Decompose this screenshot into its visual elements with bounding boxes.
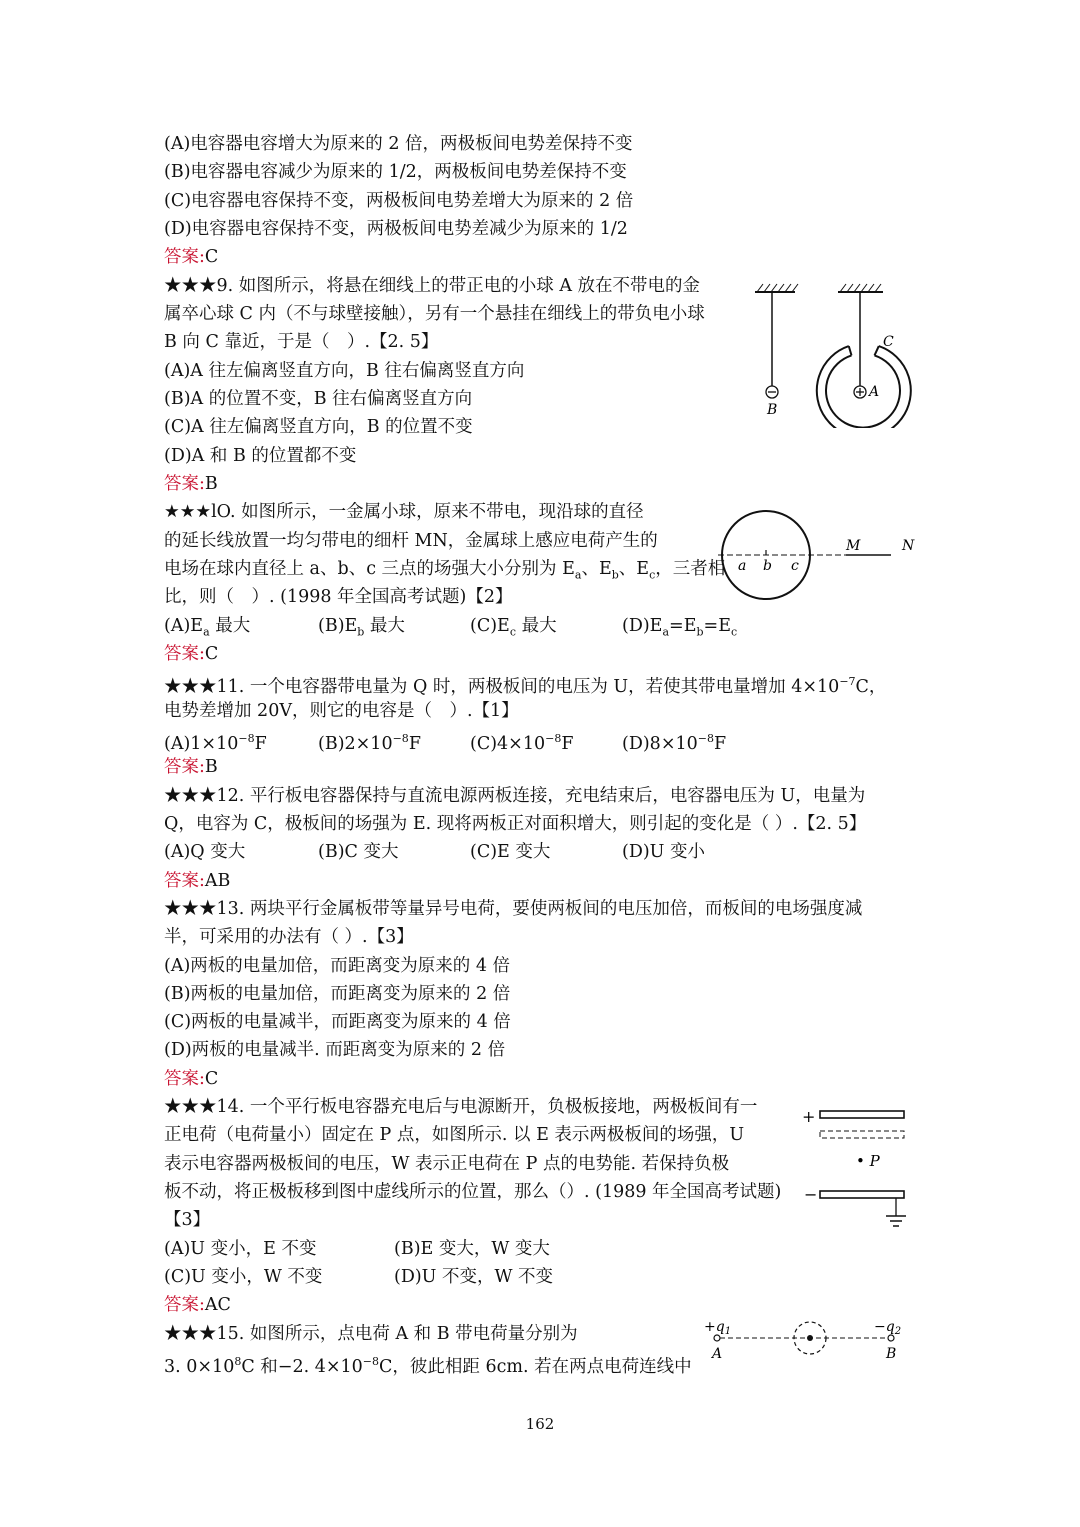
- q11-option-a: $(A)1\times 10^{-8}F$: [164, 732, 267, 754]
- q9-option-a: (A)A 往左偏离竖直方向，B 往右偏离竖直方向: [164, 361, 525, 381]
- q10-option-d: $(D)E_a=E_b=E_c$: [622, 616, 738, 639]
- q10-label-a: a: [738, 558, 747, 574]
- q8-option-c: (C)电容器电容保持不变，两极板间电势差增大为原来的 2 倍: [164, 191, 634, 211]
- q11-option-b: $(B)2\times 10^{-8}F$: [318, 732, 421, 754]
- q12-stem-line-2: Q，电容为 C，极板间的场强为 E. 现将两板正对面积增大，则引起的变化是（ ）.【2. 5】: [164, 814, 867, 834]
- q14-answer: 答案:AC: [164, 1295, 231, 1315]
- q14-minus-sign: −: [804, 1185, 818, 1204]
- q9-stem-line-1: ★★★9. 如图所示，将悬在细线上的带正电的小球 A 放在不带电的金: [164, 276, 701, 296]
- q12-stem-line-1: ★★★12. 平行板电容器保持与直流电源两板连接，充电结束后，电容器电压为 U，电量为: [164, 786, 866, 806]
- q9-stem-line-3: B 向 C 靠近，于是（ ）.【2. 5】: [164, 332, 439, 352]
- q10-stem-line-1: ★★★lO. 如图所示，一金属小球，原来不带电，现沿球的直径: [164, 502, 644, 522]
- q12-option-d: (D)U 变小: [622, 842, 705, 862]
- q10-answer: 答案:C: [164, 644, 219, 664]
- q9-answer: 答案:B: [164, 474, 218, 494]
- q12-option-a: (A)Q 变大: [164, 842, 246, 862]
- q9-option-c: (C)A 往左偏离竖直方向，B 的位置不变: [164, 417, 473, 437]
- q13-option-b: (B)两板的电量加倍，而距离变为原来的 2 倍: [164, 984, 511, 1004]
- q14-stem-line-4: 板不动，将正极板移到图中虚线所示的位置，那么（）. (1989 年全国高考试题): [164, 1182, 782, 1202]
- q14-option-a: (A)U 变小，E 不变: [164, 1239, 317, 1259]
- q10-label-n: N: [902, 538, 915, 554]
- q13-option-c: (C)两板的电量减半，而距离变为原来的 4 倍: [164, 1012, 511, 1032]
- q14-option-b: (B)E 变大，W 变大: [394, 1239, 550, 1259]
- q14-option-d: (D)U 不变，W 不变: [394, 1267, 554, 1287]
- q15-stem-line-1: ★★★15. 如图所示，点电荷 A 和 B 带电荷量分别为: [164, 1324, 578, 1344]
- q9-option-b: (B)A 的位置不变，B 往右偏离竖直方向: [164, 389, 473, 409]
- q15-figure-point-charges: [700, 1316, 910, 1366]
- q10-stem-line-3: 电场在球内直径上 a、b、c 三点的场强大小分别为 $E_a$、$E_b$、$E_c$，三者相: [164, 559, 726, 582]
- q13-answer: 答案:C: [164, 1069, 219, 1089]
- q14-stem-line-2: 正电荷（电荷量小）固定在 P 点，如图所示. 以 E 表示两极板间的场强，U: [164, 1125, 745, 1145]
- q14-point-p: • P: [856, 1152, 880, 1170]
- page-number: 162: [525, 1415, 555, 1433]
- q10-stem-line-4: 比，则（ ）. (1998 年全国高考试题)【2】: [164, 587, 513, 607]
- q12-option-c: (C)E 变大: [470, 842, 551, 862]
- q14-stem-line-1: ★★★14. 一个平行板电容器充电后与电源断开，负极板接地，两极板间有一: [164, 1097, 758, 1117]
- q14-figure-capacitor: [800, 1100, 915, 1235]
- q11-option-c: $(C)4\times 10^{-8}F$: [470, 732, 574, 754]
- q15-label-q2: $-q_2$: [874, 1319, 902, 1337]
- q8-answer: 答案:C: [164, 247, 219, 267]
- q15-stem-line-2: 3. $0\times 10^8C$ 和−2. $4\times 10^{-8}C$，彼此相距 6cm. 若在两点电荷连线中: [164, 1355, 692, 1377]
- q12-answer: 答案:AB: [164, 871, 231, 891]
- q13-stem-line-1: ★★★13. 两块平行金属板带等量异号电荷，要使两板间的电压加倍，而板间的电场强度减: [164, 899, 863, 919]
- q10-label-m: M: [846, 538, 861, 554]
- q13-stem-line-2: 半，可采用的办法有（ ）.【3】: [164, 927, 414, 947]
- q10-label-c: c: [791, 558, 799, 574]
- q14-stem-line-3: 表示电容器两极板间的电压，W 表示正电荷在 P 点的电势能. 若保持负极: [164, 1154, 730, 1174]
- q15-label-a: A: [712, 1346, 723, 1362]
- q11-answer: 答案:B: [164, 757, 218, 777]
- q11-option-d: $(D)8\times 10^{-8}F$: [622, 732, 727, 754]
- q9-label-c: C: [883, 334, 894, 350]
- q10-option-b: $(B)E_b$ 最大: [318, 616, 405, 639]
- q10-label-b: b: [763, 558, 772, 574]
- q9-stem-line-2: 属卒心球 C 内（不与球壁接触），另有一个悬挂在细线上的带负电小球: [164, 304, 705, 324]
- q10-option-a: $(A)E_a$ 最大: [164, 616, 251, 639]
- q8-option-d: (D)电容器电容保持不变，两极板间电势差减少为原来的 1/2: [164, 219, 628, 239]
- q15-label-q1: $+q_1$: [704, 1319, 732, 1337]
- q9-figure-hollow-sphere: [745, 278, 920, 428]
- q10-option-c: $(C)E_c$ 最大: [470, 616, 557, 639]
- q11-stem-line-1: ★★★11. 一个电容器带电量为 Q 时，两极板间的电压为 U，若使其带电量增加 $4\times 10^{-7}C$，: [164, 675, 887, 697]
- q14-option-c: (C)U 变小，W 不变: [164, 1267, 323, 1287]
- q13-option-d: (D)两板的电量减半. 而距离变为原来的 2 倍: [164, 1040, 506, 1060]
- q11-stem-line-2: 电势差增加 20V，则它的电容是（ ）.【1】: [164, 701, 519, 721]
- q12-option-b: (B)C 变大: [318, 842, 399, 862]
- q15-label-b: B: [886, 1346, 897, 1362]
- q8-option-b: (B)电容器电容减少为原来的 1/2，两极板间电势差保持不变: [164, 162, 627, 182]
- q14-plus-sign: +: [802, 1107, 816, 1126]
- q9-label-a: A: [869, 384, 880, 400]
- q10-figure-sphere-rod: [716, 510, 921, 610]
- q10-stem-line-2: 的延长线放置一均匀带电的细杆 MN，金属球上感应电荷产生的: [164, 531, 658, 551]
- q8-option-a: (A)电容器电容增大为原来的 2 倍，两极板间电势差保持不变: [164, 134, 633, 154]
- q13-option-a: (A)两板的电量加倍，而距离变为原来的 4 倍: [164, 956, 511, 976]
- q9-label-b: B: [767, 402, 778, 418]
- q9-option-d: (D)A 和 B 的位置都不变: [164, 446, 357, 466]
- q14-stem-line-5: 【3】: [164, 1210, 211, 1230]
